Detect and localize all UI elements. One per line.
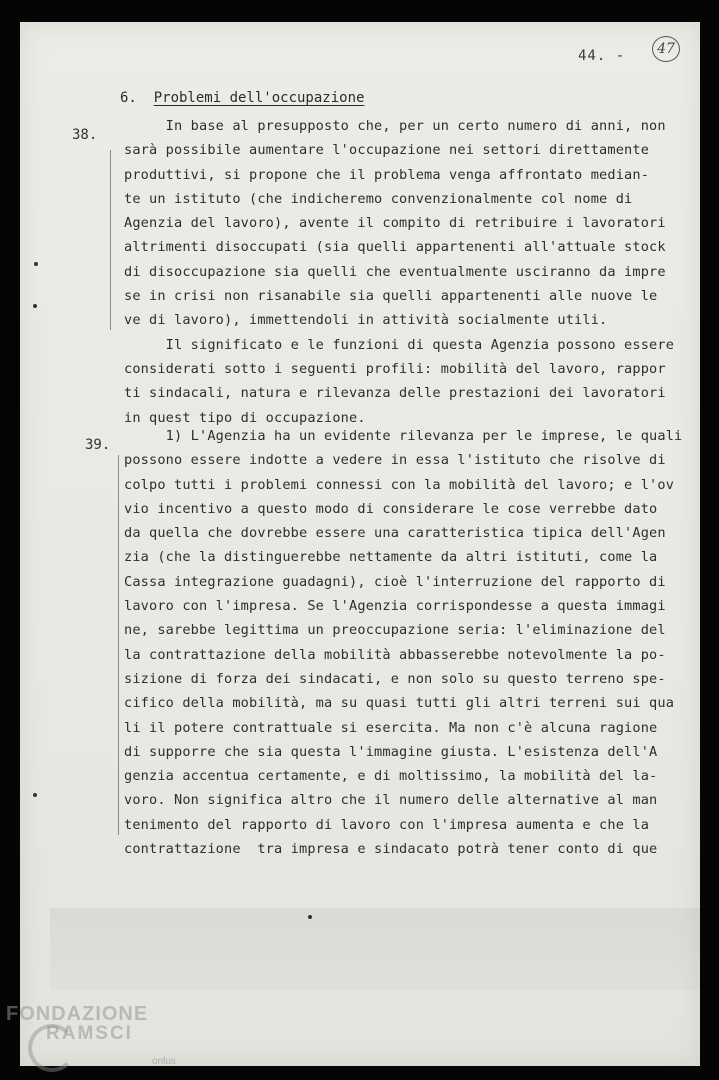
section-number: 6.: [120, 90, 137, 106]
paragraph-38-text: In base al presupposto che, per un certo numero di anni, non sarà possibile aumentare l'occupazione nei settori direttamente produttivi, si propone che il problema venga affrontato median- te un istituto (che indicheremo convenzionalmente col nome di Agenzia del lavoro), avente il compito di retribuire i lavoratori altrimenti disoccupati (sia quelli appartenenti all'attuale stock di disoccupazione sia quelli che eventualmente usciranno da impre se in crisi non risanabile sia quelli appartenenti alle nuove le ve di lavoro), immettendoli in attività socialmente utili. Il significato e le funzioni di questa Agenzia possono essere considerati sotto i seguenti profili: mobilità del lavoro, rappor ti sindacali, natura e rilevanza delle prestazioni dei lavoratori in quest tipo di occupazione.: [124, 118, 675, 426]
punch-mark: [33, 304, 37, 308]
margin-mark: [118, 455, 119, 835]
page-shadow: [50, 908, 700, 990]
punch-mark: [34, 262, 38, 266]
page-number: 44. -: [578, 48, 626, 64]
margin-mark: [110, 150, 111, 330]
section-title: [120, 90, 364, 106]
archive-page-number: 47: [652, 36, 680, 62]
section-heading: Problemi dell'occupazione: [153, 90, 365, 106]
watermark-line-3: onlus: [152, 1056, 176, 1067]
paragraph-number-39: 39.: [85, 437, 111, 453]
watermark-line-2: RAMSCI: [46, 1023, 133, 1044]
paragraph-39-text: 1) L'Agenzia ha un evidente rilevanza per le imprese, le quali possono essere indotte a vedere in essa l'istituto che risolve di colpo tutti i problemi connessi con la mobilità del lavoro; e l'ov vio incentivo a questo modo di considerare le cose verrebbe dato da quella che dovrebbe essere una caratteristica tipica dell'Agen zia (che la distinguerebbe nettamente da altri istituti, come la Cassa integrazione guadagni), cioè l'interruzione del rapporto di lavoro con l'impresa. Se l'Agenzia corrispondesse a questa immagi ne, sarebbe legittima un preoccupazione seria: l'eliminazione del la contrattazione della mobilità abbasserebbe notevolmente la po- sizione di forza dei sindacati, e non solo su questo terreno spe- cifico della mobilità, ma su quasi tutti gli altri terreni sui qua li il potere contrattuale si esercita. Ma non c'è alcuna ragione di supporre che sia questa l'immagine giusta. L'esistenza dell'A genzia accentua certamente, e di moltissimo, la mobilità del la- voro. Non significa altro che il numero delle alternative al man tenimento del rapporto di lavoro con l'impresa aumenta e che la contrattazione tra impresa e sindacato potrà tener conto di que: [124, 428, 683, 858]
punch-mark: [33, 793, 37, 797]
foundation-watermark: [6, 1003, 176, 1067]
paragraph-number-38: 38.: [72, 127, 98, 143]
watermark-line-1: FONDAZIONE: [6, 1003, 149, 1025]
